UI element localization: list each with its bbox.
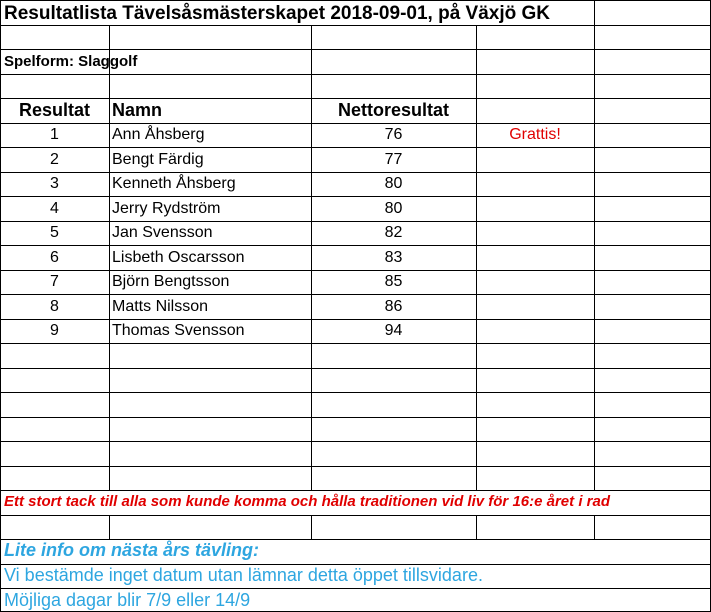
result-name: Bengt Färdig [112, 151, 204, 168]
result-score: 77 [384, 151, 403, 168]
result-position: 3 [50, 175, 59, 192]
row-line [0, 343, 711, 344]
result-score: 85 [384, 273, 403, 290]
header-resultat: Resultat [18, 100, 90, 120]
result-score: 94 [384, 322, 403, 339]
col-line [476, 25, 477, 490]
result-score: 80 [384, 175, 403, 192]
result-score: 86 [384, 298, 403, 315]
result-score: 82 [384, 224, 403, 241]
result-position: 9 [50, 322, 59, 339]
result-position: 6 [50, 249, 59, 266]
row-line [0, 25, 711, 26]
result-score: 83 [384, 249, 403, 266]
row-line [0, 0, 711, 1]
col-line [594, 515, 595, 539]
result-name: Matts Nilsson [112, 298, 209, 315]
header-nettoresultat: Nettoresultat [337, 100, 449, 120]
col-line [311, 515, 312, 539]
result-name: Kenneth Åhsberg [112, 175, 236, 192]
result-position: 5 [50, 224, 59, 241]
row-line [0, 294, 711, 295]
result-name: Lisbeth Oscarsson [112, 249, 245, 266]
col-line [594, 0, 595, 25]
info-title: Lite info om nästa års tävling: [4, 540, 260, 560]
result-score: 80 [384, 200, 403, 217]
row-line [0, 270, 711, 271]
row-line [0, 221, 711, 222]
row-line [0, 490, 711, 491]
row-line [0, 123, 711, 124]
spelform-label: Spelform: Slaggolf [4, 53, 138, 70]
col-line [594, 25, 595, 490]
row-line [0, 588, 711, 589]
info-line-1: Vi bestämde inget datum utan lämnar detta öppet tillsvidare. [4, 565, 483, 585]
col-line [109, 515, 110, 539]
col-line [476, 515, 477, 539]
result-name: Jan Svensson [112, 224, 213, 241]
row-line [0, 319, 711, 320]
row-line [0, 417, 711, 418]
info-line-2: Möjliga dagar blir 7/9 eller 14/9 [4, 590, 251, 610]
col-line [109, 25, 110, 490]
result-name: Thomas Svensson [112, 322, 245, 339]
row-line [0, 441, 711, 442]
page-title: Resultatlista Tävelsåsmästerskapet 2018-09-01, på Växjö GK [4, 3, 551, 24]
result-name: Jerry Rydström [112, 200, 221, 217]
result-position: 7 [50, 273, 59, 290]
result-name: Björn Bengtsson [112, 273, 230, 290]
row-line [0, 368, 711, 369]
result-position: 1 [50, 126, 59, 143]
thanks-message: Ett stort tack till alla som kunde komma och hålla traditionen vid liv för 16:e året i rad [4, 493, 610, 510]
result-name: Ann Åhsberg [112, 126, 205, 143]
row-line [0, 74, 711, 75]
row-line [0, 196, 711, 197]
row-line [0, 49, 711, 50]
result-position: 2 [50, 151, 59, 168]
row-line [0, 147, 711, 148]
result-position: 4 [50, 200, 59, 217]
row-line [0, 392, 711, 393]
row-line [0, 245, 711, 246]
result-note: Grattis! [509, 126, 561, 143]
result-position: 8 [50, 298, 59, 315]
header-namn: Namn [112, 100, 163, 120]
row-line [0, 466, 711, 467]
row-line [0, 515, 711, 516]
row-line [0, 98, 711, 99]
result-score: 76 [384, 126, 403, 143]
row-line [0, 172, 711, 173]
